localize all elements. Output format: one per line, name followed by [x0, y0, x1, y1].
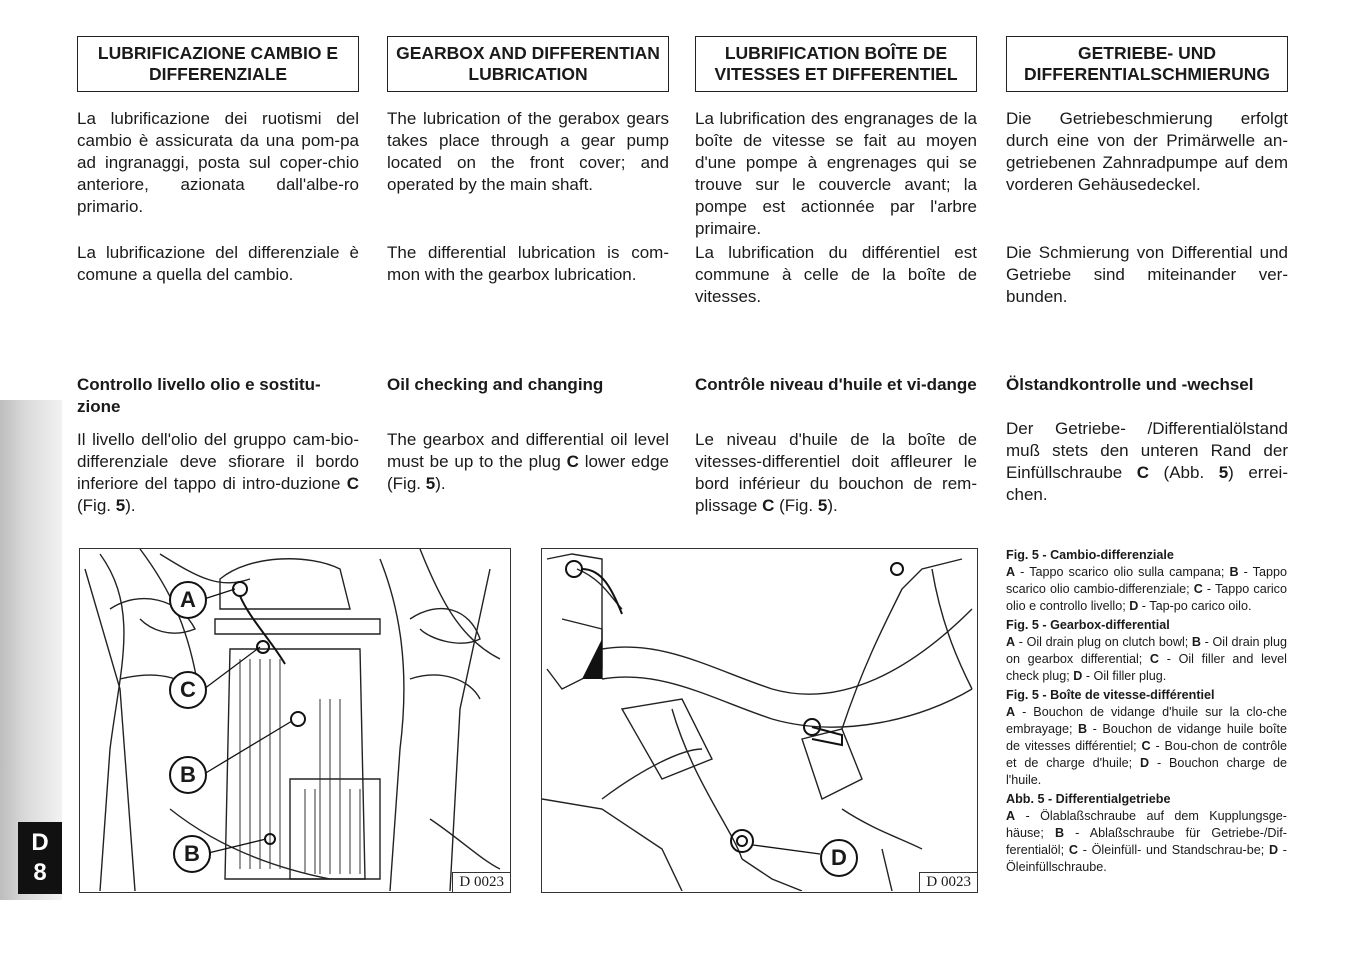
- callout-d: D: [820, 839, 858, 877]
- section-heading: LUBRIFICAZIONE CAMBIO E DIFFERENZIALE: [77, 36, 359, 92]
- chapter-letter: D: [31, 829, 49, 856]
- column-german: [1006, 36, 1288, 504]
- caption-title: Fig. 5 - Boîte de vitesse-différentiel: [1006, 688, 1215, 702]
- section-heading: GETRIEBE- UND DIFFERENTIALSCHMIERUNG: [1006, 36, 1288, 92]
- figure-captions: [1006, 547, 1287, 878]
- caption-title: Fig. 5 - Gearbox-differential: [1006, 618, 1170, 632]
- paragraph: Le niveau d'huile de la boîte de vitesses-differentiel doit affleurer le bord inférieur du bouchon de rem-plissage C (Fig. 5).: [695, 430, 977, 515]
- caption-title: Fig. 5 - Cambio-differenziale: [1006, 548, 1174, 562]
- paragraph: Der Getriebe- /Differentialölstand muß stets den unteren Rand der Einfüllschraube C (Abb. 5) errei-chen.: [1006, 419, 1288, 504]
- caption-body: A - Ölablaßschraube auf dem Kupplungsge-häuse; B - Ablaßschraube für Getriebe-/Dif-ferentialöl; C - Öleinfüll- und Standschrau-be; D - Öleinfüllschraube.: [1006, 809, 1288, 874]
- differential-drawing: [542, 549, 976, 891]
- paragraph: Die Schmierung von Differential und Getriebe sind miteinander ver-bunden.: [1006, 243, 1288, 306]
- caption-title: Abb. 5 - Differentialgetriebe: [1006, 792, 1171, 806]
- paragraph: La lubrification des engranages de la boîte de vitesse se fait au moyen d'une pompe à engrenages qui se trouve sur le couvercle avant; la pompe est actionnée par l'arbre primaire.: [695, 109, 977, 238]
- paragraph: La lubrificazione del differenziale è comune a quella del cambio.: [77, 243, 359, 284]
- paragraph: The lubrication of the gerabox gears takes place through a gear pump located on the front cover; and operated by the main shaft.: [387, 109, 669, 194]
- paragraph: La lubrification du différentiel est commune à celle de la boîte de vitesses.: [695, 243, 977, 306]
- subheading: Oil checking and changing: [387, 375, 604, 394]
- section-heading: GEARBOX AND DIFFERENTIAN LUBRICATION: [387, 36, 669, 92]
- callout-c: C: [169, 671, 207, 709]
- page-number: 8: [33, 859, 47, 886]
- caption-body: A - Oil drain plug on clutch bowl; B - Oil drain plug on gearbox differential; C - Oil filler and level check plug; D - Oil filler plug.: [1006, 635, 1287, 683]
- column-english: [387, 36, 669, 493]
- subheading: Contrôle niveau d'huile et vi-dange: [695, 375, 977, 394]
- gearbox-drawing: [80, 549, 509, 891]
- callout-a: A: [169, 581, 207, 619]
- paragraph: Il livello dell'olio del gruppo cam-bio-differenziale deve sfiorare il bordo inferiore del tappo di intro-duzione C (Fig. 5).: [77, 430, 359, 515]
- caption-body: A - Bouchon de vidange d'huile sur la clo-che embrayage; B - Bouchon de vidange huile boîte de vitesses différentiel; C - Bou-chon de contrôle et de charge d'huile; D - Bouchon charge de l'huile.: [1006, 705, 1288, 787]
- caption-body: A - Tappo scarico olio sulla campana; B - Tappo scarico olio cambio-differenziale; C - Tappo carico olio e controllo livello; D - Tap-po carico oilo.: [1006, 565, 1287, 613]
- figure-code: D 0023: [919, 872, 977, 892]
- subheading: Controllo livello olio e sostitu-zione: [77, 375, 321, 416]
- section-heading: LUBRIFICATION BOÎTE DE VITESSES ET DIFFERENTIEL: [695, 36, 977, 92]
- figure-differential-side: [541, 548, 978, 893]
- callout-b: B: [173, 835, 211, 873]
- column-italian: [77, 36, 359, 515]
- chapter-tab: [18, 822, 62, 894]
- paragraph: Die Getriebeschmierung erfolgt durch eine von der Primärwelle an-getriebenen Zahnradpumpe auf dem vorderen Gehäusedeckel.: [1006, 109, 1288, 194]
- column-french: [695, 36, 977, 515]
- figure-code: D 0023: [452, 872, 510, 892]
- paragraph: The gearbox and differential oil level must be up to the plug C lower edge (Fig. 5).: [387, 430, 669, 493]
- paragraph: La lubrificazione dei ruotismi del cambio è assicurata da una pom-pa ad ingranaggi, posta sul coper-chio anteriore, azionata dall'albe-ro primario.: [77, 109, 359, 216]
- paragraph: The differential lubrication is com-mon with the gearbox lubrication.: [387, 243, 669, 284]
- callout-b: B: [169, 756, 207, 794]
- figure-gearbox-underside: [79, 548, 511, 893]
- subheading: Ölstandkontrolle und -wechsel: [1006, 375, 1254, 394]
